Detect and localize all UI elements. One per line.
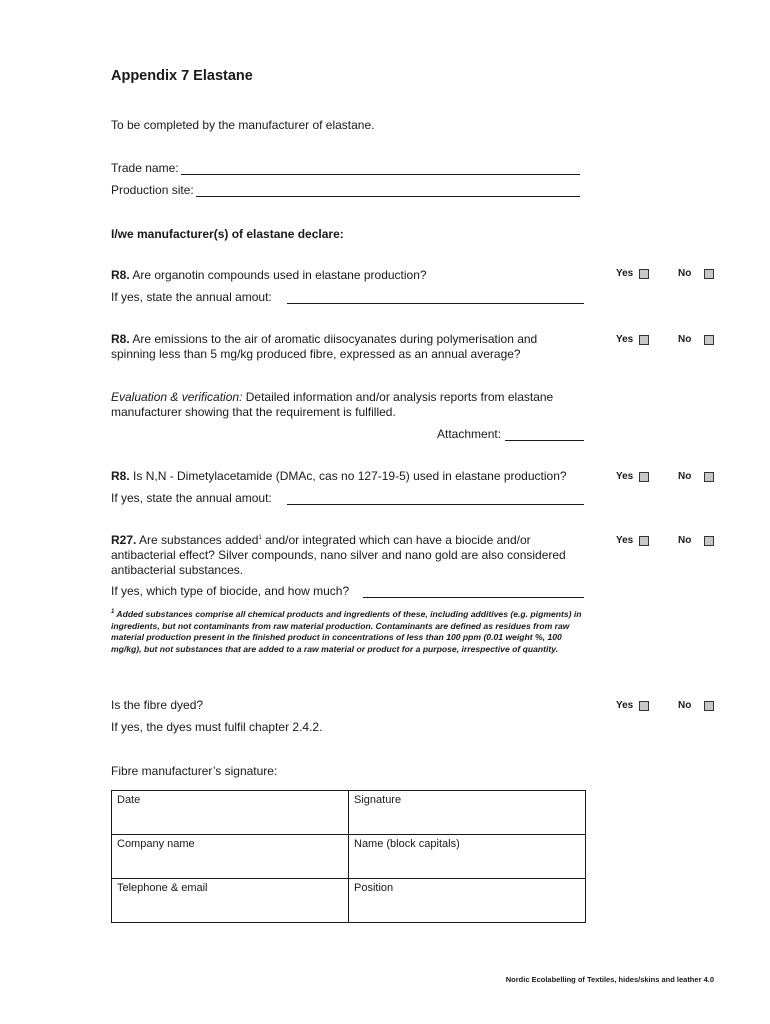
q4-question-a: Are substances added [136,533,259,547]
q3-question: Is N,N - Dimetylacetamide (DMAc, cas no 127-19-5) used in elastane production? [129,469,567,483]
q4-no-checkbox[interactable] [704,536,714,546]
position-cell[interactable]: Position [349,879,586,923]
q5-no-checkbox[interactable] [704,701,714,711]
signature-heading: Fibre manufacturer’s signature: [111,764,278,778]
q5-yes-label: Yes [616,700,634,711]
q1-yes-label: Yes [616,268,634,279]
q5-text: Is the fibre dyed? [111,698,204,712]
evaluation-line2: manufacturer showing that the requirement is fulfilled. [111,405,396,419]
q2-code: R8. [111,332,130,346]
q2-no-label: No [678,334,692,345]
q3-yes-checkbox[interactable] [639,472,649,482]
q2-yes-checkbox[interactable] [639,335,649,345]
declare-heading: I/we manufacturer(s) of elastane declare: [111,227,344,241]
trade-name-label: Trade name: [111,161,179,175]
production-site-label: Production site: [111,183,194,197]
q1-text [111,268,427,283]
intro-text: To be completed by the manufacturer of elastane. [111,118,375,132]
q5-followup: If yes, the dyes must fulfil chapter 2.4.2. [111,720,323,734]
q5-no-label: No [678,700,692,711]
evaluation-label: Evaluation & verification: [111,390,243,404]
evaluation-line1 [111,390,553,405]
q3-text [111,469,567,484]
trade-name-field[interactable] [181,174,580,175]
attachment-label: Attachment: [437,427,502,441]
q1-yes-checkbox[interactable] [639,269,649,279]
evaluation-text: Detailed information and/or analysis reports from elastane [242,390,554,404]
signature-cell[interactable]: Signature [349,791,586,835]
q1-question: Are organotin compounds used in elastane production? [129,268,427,282]
q1-no-label: No [678,268,692,279]
q4-footnote-ref: 1 [258,535,262,541]
block-name-cell[interactable]: Name (block capitals) [349,835,586,879]
signature-table [111,790,586,923]
q3-no-checkbox[interactable] [704,472,714,482]
q4-followup: If yes, which type of biocide, and how much? [111,584,350,598]
q4-line2: antibacterial effect? Silver compounds, nano silver and nano gold are also considered [111,548,566,562]
table-row [112,791,586,835]
telephone-email-cell[interactable]: Telephone & email [112,879,349,923]
q4-code: R27. [111,533,137,547]
q2-line1 [111,332,537,347]
q4-question-b: and/or integrated which can have a biocide and/or [261,533,531,547]
q3-followup: If yes, state the annual amout: [111,491,272,505]
q3-code: R8. [111,469,130,483]
q1-code: R8. [111,268,130,282]
q4-biocide-field[interactable] [363,597,584,598]
page-title: Appendix 7 Elastane [111,68,253,84]
q1-amount-field[interactable] [287,303,584,304]
q4-no-label: No [678,535,692,546]
footnote-text: Added substances comprise all chemical products and ingredients of these, including additives (e.g. pigments) in ingredients, but not contaminants from raw material production. Contaminants are defined as residues from raw material production present in the finished product in concentrations of less than 100 ppm (0.01 weight %, 100 mg/kg), but not substances that are added to a raw material or product for a purpose, irrespective of quantity. [111,609,582,654]
q2-no-checkbox[interactable] [704,335,714,345]
footnote [111,609,591,655]
q3-no-label: No [678,471,692,482]
table-row [112,879,586,923]
q2-yes-label: Yes [616,334,634,345]
footnote-marker: 1 [111,609,115,616]
q4-line1 [111,533,531,548]
q3-yes-label: Yes [616,471,634,482]
q4-yes-checkbox[interactable] [639,536,649,546]
q1-followup: If yes, state the annual amout: [111,290,272,304]
table-row [112,835,586,879]
q3-amount-field[interactable] [287,504,584,505]
production-site-field[interactable] [196,196,580,197]
q4-yes-label: Yes [616,535,634,546]
company-name-cell[interactable]: Company name [112,835,349,879]
attachment-field[interactable] [505,440,584,441]
page-footer: Nordic Ecolabelling of Textiles, hides/skins and leather 4.0 [505,975,714,984]
date-cell[interactable]: Date [112,791,349,835]
q2-line2: spinning less than 5 mg/kg produced fibre, expressed as an annual average? [111,347,521,361]
q1-no-checkbox[interactable] [704,269,714,279]
q5-yes-checkbox[interactable] [639,701,649,711]
q2-question: Are emissions to the air of aromatic diisocyanates during polymerisation and [129,332,538,346]
q4-line3: antibacterial substances. [111,563,244,577]
